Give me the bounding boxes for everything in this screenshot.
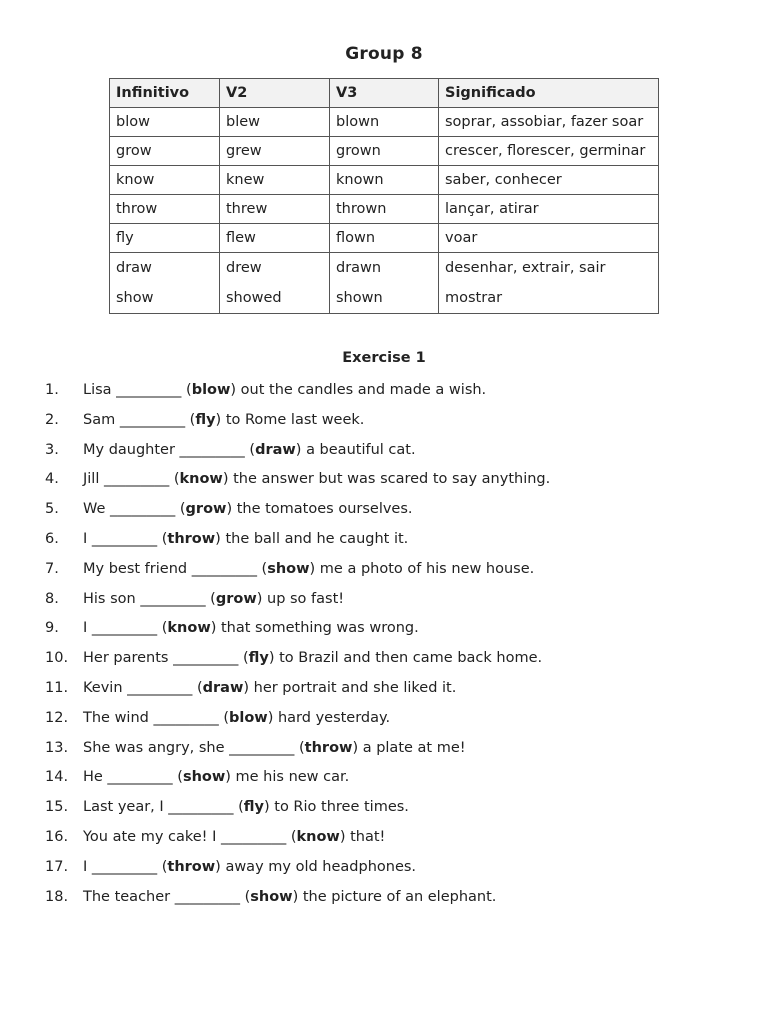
exercise-number: 12. bbox=[45, 709, 69, 726]
cell-v3: blown bbox=[330, 108, 439, 137]
cell-v2: blew bbox=[220, 108, 330, 137]
exercise-verb: draw bbox=[202, 679, 244, 696]
exercise-verb: grow bbox=[215, 590, 257, 607]
table-row bbox=[110, 224, 659, 253]
exercise-list bbox=[0, 376, 768, 912]
exercise-verb: know bbox=[179, 471, 223, 488]
exercise-verb: blow bbox=[191, 382, 231, 398]
exercise-number: 2. bbox=[45, 411, 59, 428]
exercise-item bbox=[0, 823, 768, 853]
exercise-verb: blow bbox=[228, 709, 268, 726]
cell-significado: lançar, atirar bbox=[439, 195, 659, 224]
exercise-number: 3. bbox=[45, 441, 59, 458]
exercise-number: 4. bbox=[45, 471, 59, 488]
exercise-sentence: Last year, I _________ (fly) to Rio three times. bbox=[83, 799, 409, 816]
exercise-number: 5. bbox=[45, 501, 59, 518]
exercise-sentence: Lisa _________ (blow) out the candles and made a wish. bbox=[83, 382, 487, 398]
cell-significado: saber, conhecer bbox=[439, 166, 659, 195]
exercise-item bbox=[0, 465, 768, 495]
cell-infinitivo: fly bbox=[110, 224, 220, 253]
exercise-sentence: Sam _________ (fly) to Rome last week. bbox=[83, 411, 365, 428]
exercise-number: 16. bbox=[45, 828, 69, 845]
exercise-sentence: I _________ (know) that something was wrong. bbox=[83, 620, 419, 637]
exercise-item bbox=[0, 734, 768, 764]
exercise-sentence: His son _________ (grow) up so fast! bbox=[83, 590, 345, 607]
cell-v3: thrown bbox=[330, 195, 439, 224]
cell-infinitivo: know bbox=[110, 166, 220, 195]
cell-infinitivo: throw bbox=[110, 195, 220, 224]
exercise-item bbox=[0, 763, 768, 793]
exercise-title: Exercise 1 bbox=[342, 350, 426, 366]
cell-v2: flew bbox=[220, 224, 330, 253]
cell-significado bbox=[439, 253, 659, 314]
exercise-item bbox=[0, 436, 768, 466]
exercise-verb: show bbox=[250, 888, 293, 905]
exercise-verb: know bbox=[167, 620, 211, 637]
exercise-sentence: The teacher _________ (show) the picture of an elephant. bbox=[83, 888, 497, 905]
table-row bbox=[110, 137, 659, 166]
cell-v3: flown bbox=[330, 224, 439, 253]
exercise-item bbox=[0, 585, 768, 615]
exercise-verb: throw bbox=[304, 739, 353, 756]
exercise-item bbox=[0, 674, 768, 704]
cell-infinitivo: blow bbox=[110, 108, 220, 137]
exercise-verb: throw bbox=[167, 858, 216, 875]
exercise-sentence: She was angry, she _________ (throw) a plate at me! bbox=[83, 739, 466, 756]
header-significado: Significado bbox=[439, 79, 659, 108]
cell-v2: knew bbox=[220, 166, 330, 195]
exercise-item bbox=[0, 376, 768, 406]
exercise-verb: fly bbox=[195, 411, 216, 428]
exercise-sentence: Her parents _________ (fly) to Brazil and then came back home. bbox=[83, 650, 543, 667]
cell-infinitivo: grow bbox=[110, 137, 220, 166]
exercise-sentence: I _________ (throw) away my old headphones. bbox=[83, 858, 417, 875]
exercise-item bbox=[0, 525, 768, 555]
exercise-number: 8. bbox=[45, 590, 59, 607]
table-row bbox=[110, 166, 659, 195]
exercise-verb: throw bbox=[167, 530, 216, 547]
cell-v3 bbox=[330, 253, 439, 314]
cell-infinitivo bbox=[110, 253, 220, 314]
exercise-item bbox=[0, 495, 768, 525]
exercise-number: 11. bbox=[45, 679, 69, 696]
cell-line: show bbox=[116, 290, 154, 306]
exercise-number: 7. bbox=[45, 560, 59, 577]
exercise-number: 9. bbox=[45, 620, 59, 637]
exercise-number: 6. bbox=[45, 530, 59, 547]
cell-line: drew bbox=[226, 260, 262, 276]
header-v3: V3 bbox=[330, 79, 439, 108]
exercise-number: 13. bbox=[45, 739, 69, 756]
header-v2: V2 bbox=[220, 79, 330, 108]
exercise-sentence: You ate my cake! I _________ (know) that! bbox=[83, 828, 386, 845]
cell-line: desenhar, extrair, sair bbox=[445, 260, 606, 276]
exercise-verb: fly bbox=[243, 799, 264, 816]
cell-v3: grown bbox=[330, 137, 439, 166]
table-row bbox=[110, 195, 659, 224]
exercise-item bbox=[0, 793, 768, 823]
page-title: Group 8 bbox=[345, 44, 423, 64]
exercise-number: 17. bbox=[45, 858, 69, 875]
exercise-item bbox=[0, 614, 768, 644]
exercise-item bbox=[0, 644, 768, 674]
exercise-item bbox=[0, 704, 768, 734]
cell-line: shown bbox=[336, 290, 383, 306]
cell-v2: grew bbox=[220, 137, 330, 166]
exercise-item bbox=[0, 555, 768, 585]
exercise-sentence: We _________ (grow) the tomatoes ourselves. bbox=[83, 501, 413, 518]
exercise-item bbox=[0, 883, 768, 913]
exercise-sentence: He _________ (show) me his new car. bbox=[83, 769, 350, 786]
exercise-number: 15. bbox=[45, 799, 69, 816]
header-infinitivo: Infinitivo bbox=[110, 79, 220, 108]
cell-significado: crescer, florescer, germinar bbox=[439, 137, 659, 166]
table-row bbox=[110, 108, 659, 137]
table-row-merged bbox=[110, 253, 659, 314]
cell-v2 bbox=[220, 253, 330, 314]
cell-significado: voar bbox=[439, 224, 659, 253]
cell-significado: soprar, assobiar, fazer soar bbox=[439, 108, 659, 137]
table-header-row bbox=[110, 79, 659, 108]
exercise-sentence: Jill _________ (know) the answer but was scared to say anything. bbox=[83, 471, 551, 488]
exercise-verb: fly bbox=[248, 650, 269, 667]
exercise-verb: know bbox=[296, 828, 340, 845]
exercise-number: 1. bbox=[45, 382, 59, 398]
exercise-sentence: I _________ (throw) the ball and he caught it. bbox=[83, 530, 409, 547]
exercise-sentence: The wind _________ (blow) hard yesterday. bbox=[83, 709, 391, 726]
exercise-verb: grow bbox=[185, 501, 227, 518]
exercise-number: 10. bbox=[45, 650, 69, 667]
cell-line: showed bbox=[226, 290, 282, 306]
cell-line: mostrar bbox=[445, 290, 503, 306]
cell-line: drawn bbox=[336, 260, 382, 276]
cell-line: draw bbox=[116, 260, 152, 276]
cell-v2: threw bbox=[220, 195, 330, 224]
exercise-number: 14. bbox=[45, 769, 69, 786]
exercise-verb: draw bbox=[255, 441, 296, 458]
exercise-sentence: My best friend _________ (show) me a photo of his new house. bbox=[83, 560, 535, 577]
exercise-item bbox=[0, 406, 768, 436]
exercise-item bbox=[0, 853, 768, 883]
exercise-number: 18. bbox=[45, 888, 69, 905]
cell-v3: known bbox=[330, 166, 439, 195]
exercise-verb: show bbox=[182, 769, 226, 786]
exercise-sentence: Kevin _________ (draw) her portrait and she liked it. bbox=[83, 679, 457, 696]
exercise-sentence: My daughter _________ (draw) a beautiful cat. bbox=[83, 441, 416, 458]
exercise-verb: show bbox=[267, 560, 310, 577]
verb-table bbox=[109, 78, 659, 314]
